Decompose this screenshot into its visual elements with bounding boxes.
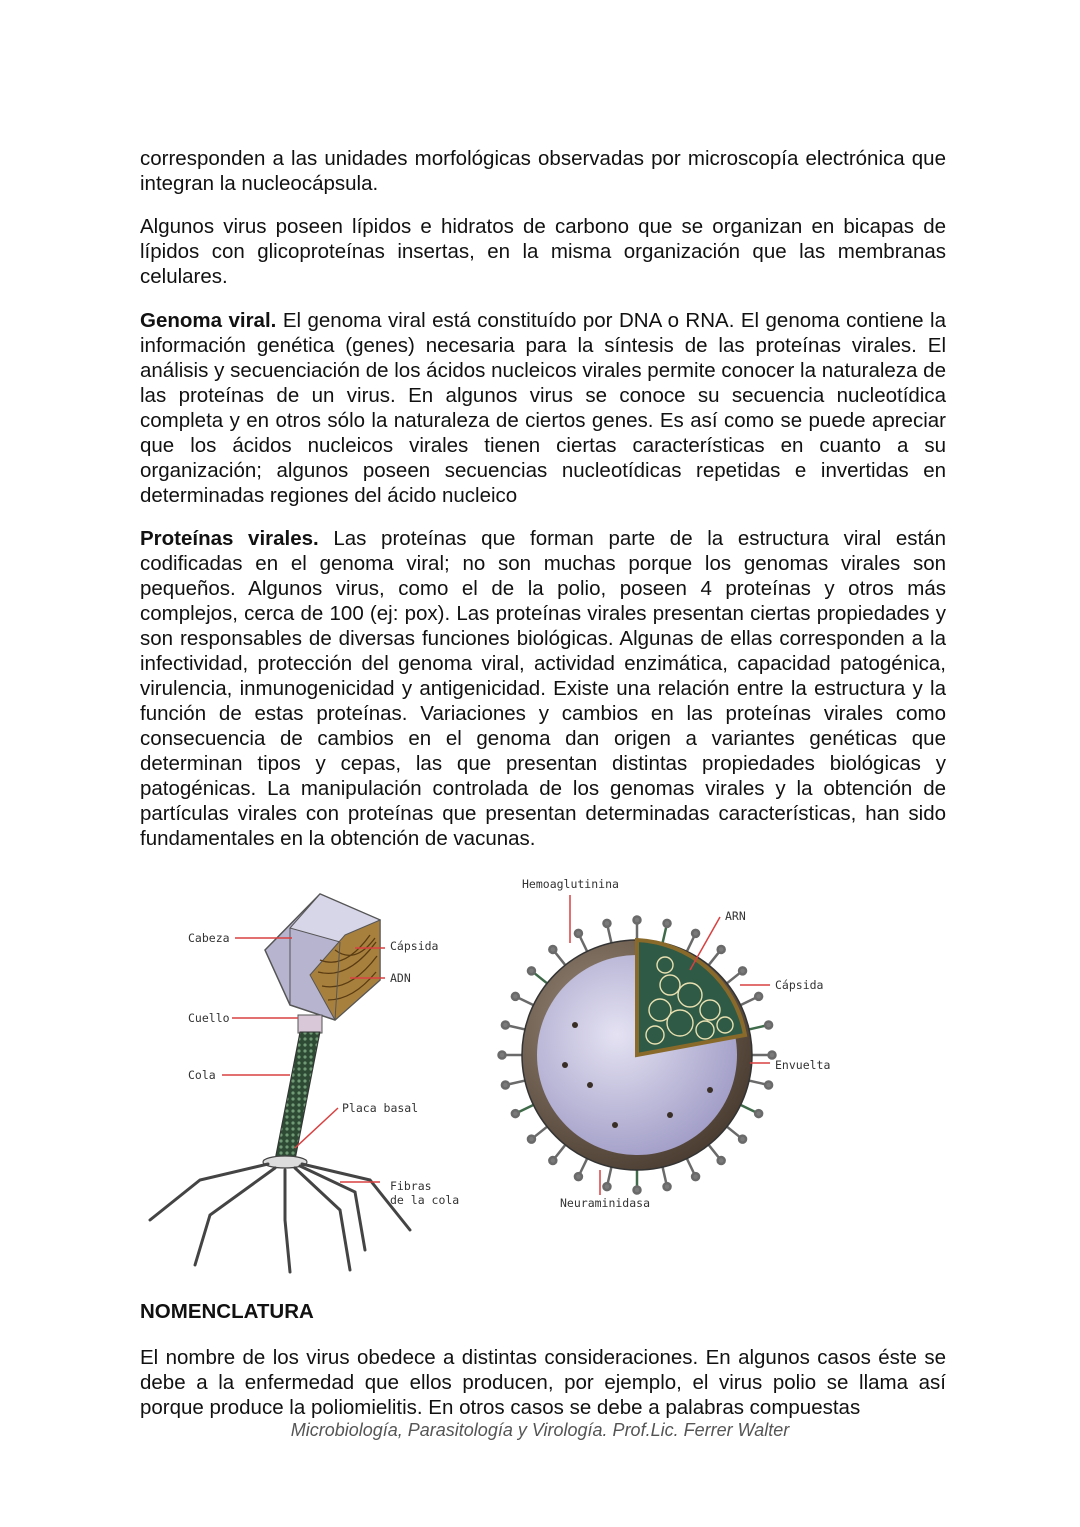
label-placa-basal: Placa basal [342,1101,419,1115]
proteinas-virales-body: Las proteínas que forman parte de la estructura viral están codificadas en el genoma viral; no son muchas porque los genomas virales son pequeños. Algunos virus, como el de la polio, poseen 4 proteínas y otros más complejos, cerca de 100 (ej: pox). Las proteínas virales presentan ciertas propiedades y son responsables de diversas funciones biológicas. Algunas de ellas corresponden a la infectividad, protección del genoma viral, actividad enzimática, capacidad patogénica, virulencia, inmunogenicidad y antigenicidad. Existe una relación entre la estructura y la función de estas proteínas. Variaciones y cambios en las proteínas virales como consecuencia de cambios en el genoma dan origen a variantes genéticas que determinan tipos y cepas, las que presentan distintas propiedades biológicas y patogénicas. La manipulación controlada de los genomas virales y la obtención de partículas virales con proteínas que presentan determinadas características, han sido fundamentales en la obtención de vacunas. [140,527,946,850]
paragraph-proteinas-virales [140,526,946,851]
bacteriophage-diagram [140,880,470,1275]
label-arn: ARN [725,909,746,923]
page-footer: Microbiología, Parasitología y Virología. Prof.Lic. Ferrer Walter [290,1420,790,1440]
label-capsida-phage: Cápsida [390,939,439,953]
label-cola: Cola [188,1068,216,1082]
paragraph-genoma-viral [140,308,946,508]
phage-neck [298,1015,322,1033]
phage-tail [275,1032,320,1160]
label-adn: ADN [390,971,411,985]
label-fibras: Fibras [390,1179,432,1193]
label-capsida-influenza: Cápsida [775,978,824,992]
genoma-viral-title: Genoma viral. [140,309,277,332]
paragraph-nomenclatura: El nombre de los virus obedece a distintas consideraciones. En algunos casos éste se debe a la enfermedad que ellos producen, por ejemplo, el virus polio se llama así porque produce la poliomielitis. En otros casos se debe a palabras compuestas [140,1346,946,1419]
genoma-viral-body: El genoma viral está constituído por DNA o RNA. El genoma contiene la información genética (genes) necesaria para la síntesis de las proteínas virales. El análisis y secuenciación de los ácidos nucleicos virales permite conocer la naturaleza de las proteínas de un virus. En algunos virus se conoce su secuencia nucleotídica completa y en otros sólo la naturaleza de ciertos genes. Es así como se puede apreciar que los ácidos nucleicos virales tienen ciertas características en cuanto a su organización; algunos poseen secuencias nucleotídicas repetidas e invertidas en determinadas regiones del ácido nucleico [140,309,946,507]
paragraph-nucleocapsula: corresponden a las unidades morfológicas observadas por microscopía electrónica que integran la nucleocápsula. [140,147,946,195]
paragraph-lipidos: Algunos virus poseen lípidos e hidratos de carbono que se organizan en bicapas de lípidos con glicoproteínas insertas, en la misma organización que las membranas celulares. [140,215,946,288]
phage-tail-fibers [150,1164,410,1272]
label-neuraminidasa: Neuraminidasa [560,1196,651,1210]
influenza-virus-diagram [495,875,840,1220]
section-heading-nomenclatura: NOMENCLATURA [140,1300,314,1323]
label-cuello: Cuello [188,1011,230,1025]
viral-capsid-section [637,940,745,1055]
label-envuelta: Envuelta [775,1058,831,1072]
label-hemoaglutinina: Hemoaglutinina [522,877,619,891]
label-de-la-cola: de la cola [390,1193,460,1207]
proteinas-virales-title: Proteínas virales. [140,527,319,550]
label-cabeza: Cabeza [188,931,230,945]
